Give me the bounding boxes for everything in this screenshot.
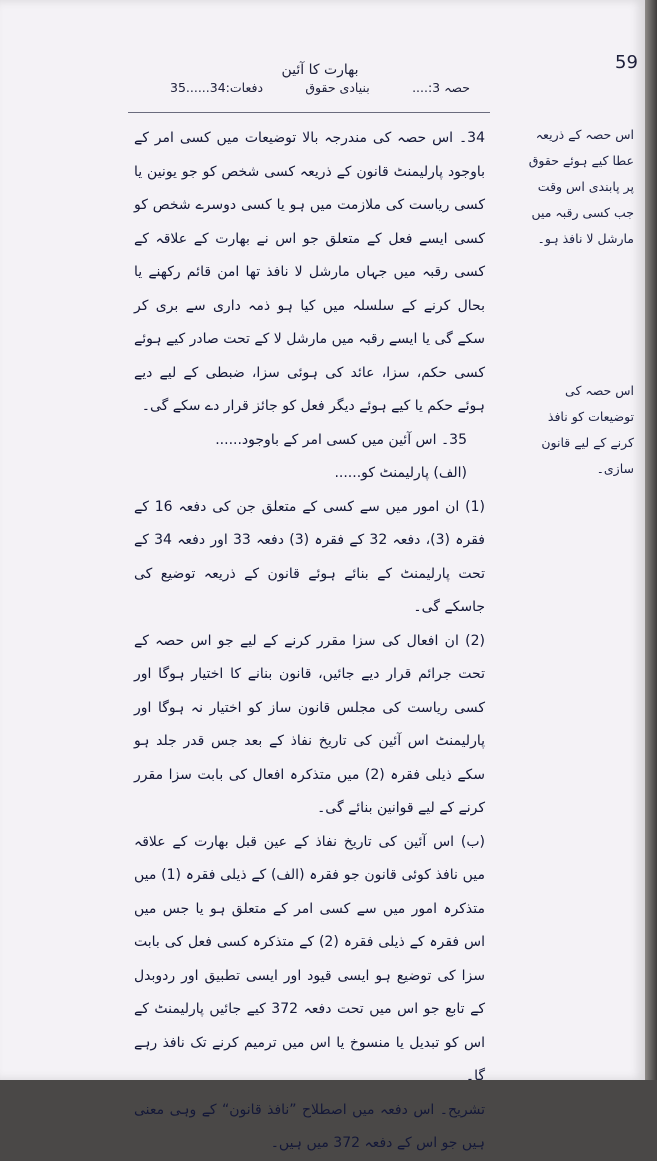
article-34-paragraph: 34۔ اس حصہ کی مندرجہ بالا توضیعات میں کسی امر کے باوجود پارلیمنٹ قانون کے ذریعہ کسی شخص کو جو یونین یا کسی ریاست کی ملازمت میں ہو یا کسی دوسرے شخص کو کسی ایسے فعل کے متعلق جو اس نے بھارت کے علاقہ کے کسی رقبہ میں جہاں مارشل لا نافذ تھا امن قائم رکھنے یا بحال کرنے کے سلسلہ میں کیا ہو ذمہ داری سے بری کر سکے گی یا ایسے رقبہ میں مارشل لا کے تحت صادر کیے ہوئے کسی حکم، سزا، عائد کی ہوئی سزا، ضبطی کے لیے دیے ہوئے حکم یا کیے ہوئے دیگر فعل کو جائز قرار دے سکے گی۔ — [134, 130, 485, 414]
articles-range: دفعات:34......35 — [170, 80, 264, 95]
clause-a: (الف) پارلیمنٹ کو...... — [334, 465, 467, 481]
page-edge-shadow — [645, 0, 657, 1080]
section-title: بنیادی حقوق — [305, 80, 370, 95]
clause-b: (ب) اس آئین کی تاریخ نفاذ کے عین قبل بھارت کے علاقہ میں نافذ کوئی قانون جو فقرہ (الف) کے ذیلی فقرہ (1) میں متذکرہ امور میں سے کسی امر کے متعلق ہو یا جس میں اس فقرہ کے ذیلی فقرہ (2) کے متذکرہ کسی فعل کی بابت سزا کی توضیع ہو ایسی قیود اور ایسی تطبیق اور ردوبدل کے تابع جو اس میں تحت دفعہ 372 کیے جائیں پارلیمنٹ کے اس کو تبدیل یا منسوخ یا اس میں ترمیم کرنے تک نافذ رہے گا۔ — [134, 833, 485, 1084]
running-header — [170, 62, 470, 95]
part-label: حصہ 3:.... — [412, 80, 470, 95]
article-body — [134, 122, 509, 1161]
side-note-article-34: اس حصہ کے ذریعہ عطا کیے ہوئے حقوق پر پابندی اس وقت جب کسی رقبہ میں مارشل لا نافذ ہو۔ — [528, 127, 634, 246]
page-number: 59 — [615, 52, 638, 73]
explanation: تشریح۔ اس دفعہ میں اصطلاح ”نافذ قانون“ کے وہی معنی ہیں جو اس کے دفعہ 372 میں ہیں۔ — [134, 1101, 485, 1151]
subclause-1: (1) ان امور میں سے کسی کے متعلق جن کی دفعہ 16 کے فقرہ (3)، دفعہ 32 کے فقرہ (3) دفعہ 33 اور دفعہ 34 کے تحت پارلیمنٹ کے بنائے ہوئے قانون کے ذریعہ توضیع کی جاسکے گی۔ — [134, 498, 485, 615]
article-35-intro: 35۔ اس آئین میں کسی امر کے باوجود...... — [215, 431, 467, 448]
book-title: بھارت کا آئین — [281, 62, 359, 78]
header-rule — [128, 112, 490, 113]
subclause-2: (2) ان افعال کی سزا مقرر کرنے کے لیے جو اس حصہ کے تحت جرائم قرار دیے جائیں، قانون بنانے کا اختیار ہوگا اور کسی ریاست کی مجلس قانون ساز کو اختیار نہ ہوگا اور پارلیمنٹ اس آئین کی تاریخ نفاذ کے بعد جس قدر جلد ہو سکے ذیلی فقرہ (2) میں متذکرہ افعال کی بابت سزا مقرر کرنے کے لیے قوانین بنائے گی۔ — [134, 632, 485, 816]
side-note-article-35: اس حصہ کی توضیعات کو نافذ کرنے کے لیے قانون سازی۔ — [541, 383, 634, 476]
